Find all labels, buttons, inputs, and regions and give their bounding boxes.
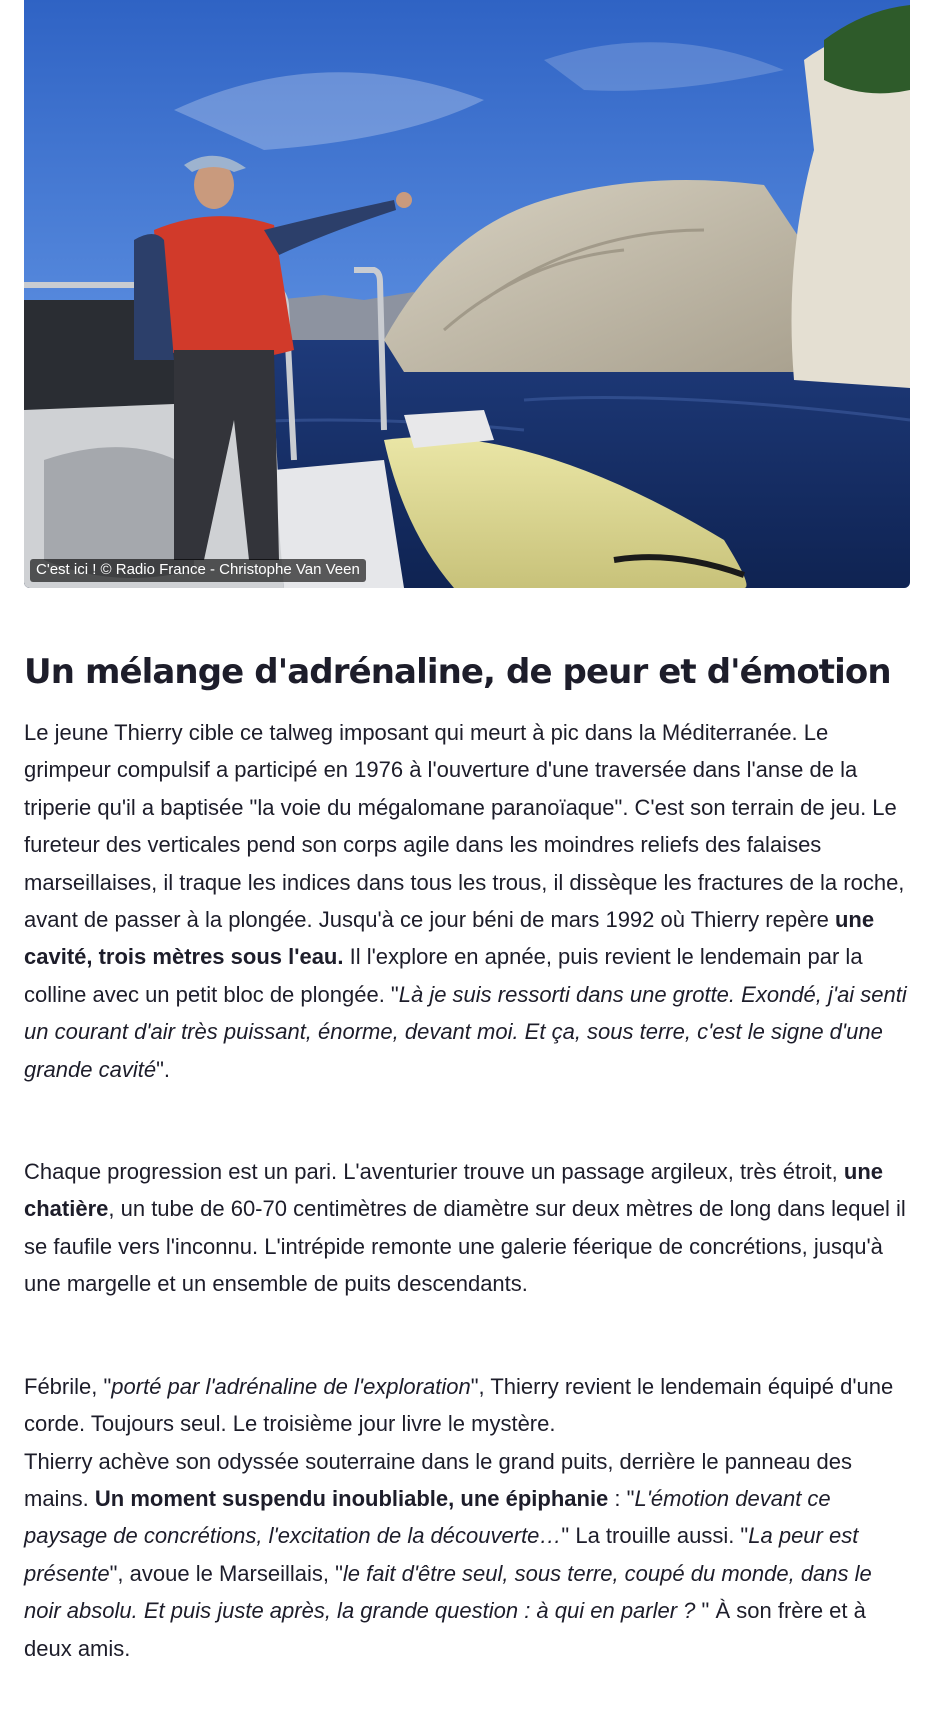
paragraph-2-text-a: Chaque progression est un pari. L'aventurier trouve un passage argileux, très étroit, <box>24 1159 844 1185</box>
paragraph-3-line-2-text-c: : " <box>608 1485 635 1511</box>
paragraph-3-line-2-quote-3: le fait d'être seul, sous terre, coupé du monde, dans le noir absolu. Et puis juste après, la grande question : à qui en parler ? <box>24 1560 872 1624</box>
photo-caption: C'est ici ! © Radio France - Christophe Van Veen <box>30 559 366 582</box>
paragraph-3-line-1-text-c: ", Thierry revient le lendemain équipé d'une corde. Toujours seul. Le troisième jour livre le mystère. <box>24 1373 894 1437</box>
paragraph-3-line-2-quote-2: La peur est présente <box>24 1523 859 1586</box>
paragraph-3-line-1-text-a: Fébrile, " <box>24 1373 112 1399</box>
paragraph-3-line-2-text-i: " À son frère et à deux amis. <box>24 1598 866 1661</box>
paragraph-3-line-2-text-a: Thierry achève son odyssée souterraine dans le grand puits, derrière le panneau des mains. <box>24 1448 852 1511</box>
paragraph-1-bold: une cavité, trois mètres sous l'eau. <box>24 907 875 970</box>
paragraph-3-line-2-bold: Un moment suspendu inoubliable, une épiphanie <box>94 1485 609 1511</box>
paragraph-3-line-1 <box>24 1368 910 1443</box>
paragraph-3 <box>24 1368 910 1667</box>
paragraph-1 <box>24 714 910 1088</box>
article-body <box>24 0 910 1667</box>
paragraph-1-quote: Là je suis ressorti dans une grotte. Exondé, j'ai senti un courant d'air très puissant, énorme, devant moi. Et ça, sous terre, c'est le signe d'une grande cavité <box>24 981 907 1082</box>
paragraph-3-line-2 <box>24 1443 910 1667</box>
paragraph-3-line-2-text-e: " La trouille aussi. " <box>561 1523 749 1549</box>
boat-cliff-photo <box>24 0 910 588</box>
section-heading: Un mélange d'adrénaline, de peur et d'émotion <box>24 652 891 692</box>
article-figure <box>24 0 910 588</box>
paragraph-3-line-2-quote-1: L'émotion devant ce paysage de concrétions, l'excitation de la découverte… <box>24 1485 831 1549</box>
paragraph-3-line-1-quote: porté par l'adrénaline de l'exploration <box>111 1373 471 1399</box>
paragraph-1-text-a: Le jeune Thierry cible ce talweg imposant qui meurt à pic dans la Méditerranée. Le grimpeur compulsif a participé en 1976 à l'ouverture d'une traversée dans l'anse de la triperie qu'il a baptisée "la voie du mégalomane paranoïaque". C'est son terrain de jeu. Le fureteur des verticales pend son corps agile dans les moindres reliefs des falaises marseillaises, il traque les indices dans tous les trous, il dissèque les fractures de la roche, avant de passer à la plongée. Jusqu'à ce jour béni de mars 1992 où Thierry repère <box>24 720 905 933</box>
paragraph-2-text-c: , un tube de 60-70 centimètres de diamètre sur deux mètres de long dans lequel il se faufile vers l'inconnu. L'intrépide remonte une galerie féerique de concrétions, jusqu'à une margelle et un ensemble de puits descendants. <box>24 1196 906 1297</box>
paragraph-3-line-2-text-g: ", avoue le Marseillais, " <box>109 1560 343 1586</box>
paragraph-1-text-e: ". <box>156 1056 171 1082</box>
paragraph-2 <box>24 1153 910 1303</box>
paragraph-2-bold: une chatière <box>24 1159 884 1222</box>
paragraph-1-text-c: Il l'explore en apnée, puis revient le lendemain par la colline avec un petit bloc de plongée. " <box>24 944 863 1007</box>
